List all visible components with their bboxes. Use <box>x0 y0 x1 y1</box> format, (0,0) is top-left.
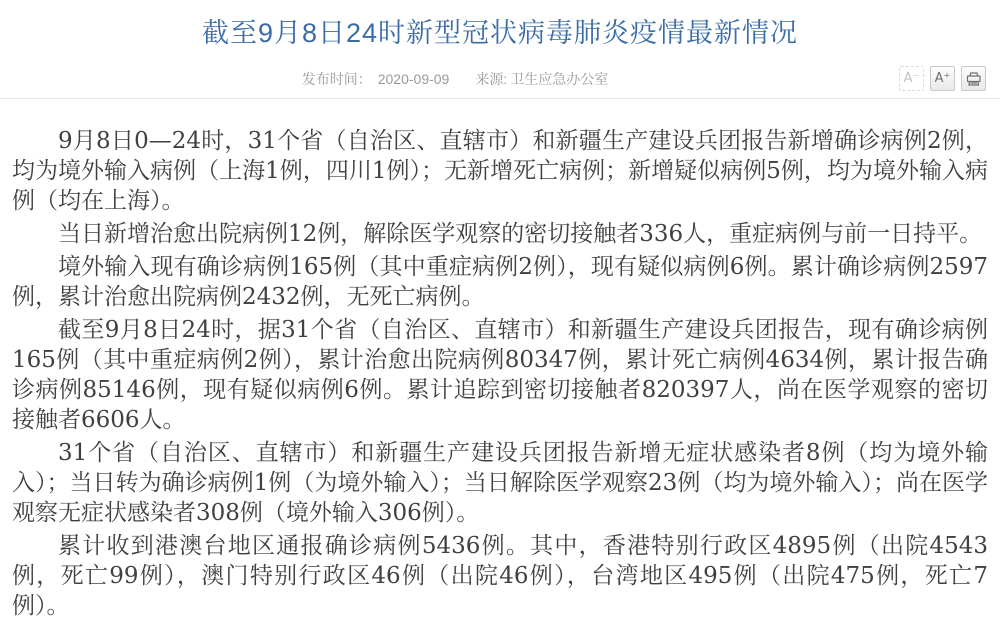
article-paragraph: 截至9月8日24时，据31个省（自治区、直辖市）和新疆生产建设兵团报告，现有确诊病例165例（其中重症病例2例），累计治愈出院病例80347例，累计死亡病例4634例，累计报告确诊病例85146例，现有疑似病例6例。累计追踪到密切接触者820397人，尚在医学观察的密切接触者6606人。 <box>12 317 988 433</box>
article-paragraph: 当日新增治愈出院病例12例，解除医学观察的密切接触者336人，重症病例与前一日持平。 <box>58 221 983 247</box>
source-value: 卫生应急办公室 <box>510 71 609 87</box>
article-paragraph: 31个省（自治区、直辖市）和新疆生产建设兵团报告新增无症状感染者8例（均为境外输入）；当日转为确诊病例1例（为境外输入）；当日解除医学观察23例（均为境外输入）；尚在医学观察无症状感染者308例（境外输入306例）。 <box>12 440 988 526</box>
article-paragraph: 累计收到港澳台地区通报确诊病例5436例。其中，香港特别行政区4895例（出院4543例，死亡99例），澳门特别行政区46例（出院46例），台湾地区495例（出院475例，死亡7例）。 <box>12 533 988 619</box>
article-paragraph: 境外输入现有确诊病例165例（其中重症病例2例），现有疑似病例6例。累计确诊病例2597例，累计治愈出院病例2432例，无死亡病例。 <box>12 254 988 310</box>
source-label: 来源: <box>475 71 508 87</box>
article-toolbar <box>899 66 986 91</box>
font-increase-button[interactable]: A⁺ <box>930 66 955 91</box>
article-meta <box>0 66 1000 92</box>
print-button[interactable] <box>961 66 986 91</box>
publish-time-label: 发布时间： <box>301 71 372 87</box>
font-decrease-button[interactable]: A⁻ <box>899 66 924 91</box>
publish-date: 2020-09-09 <box>377 71 450 87</box>
article-meta-row <box>0 66 1000 92</box>
article-paragraph: 9月8日0—24时，31个省（自治区、直辖市）和新疆生产建设兵团报告新增确诊病例2例，均为境外输入病例（上海1例，四川1例）；无新增死亡病例；新增疑似病例5例，均为境外输入病例（均在上海）。 <box>12 128 988 214</box>
article-body <box>0 99 1000 621</box>
printer-icon <box>966 72 981 86</box>
page-title: 截至9月8日24时新型冠状病毒肺炎疫情最新情况 <box>201 18 799 48</box>
